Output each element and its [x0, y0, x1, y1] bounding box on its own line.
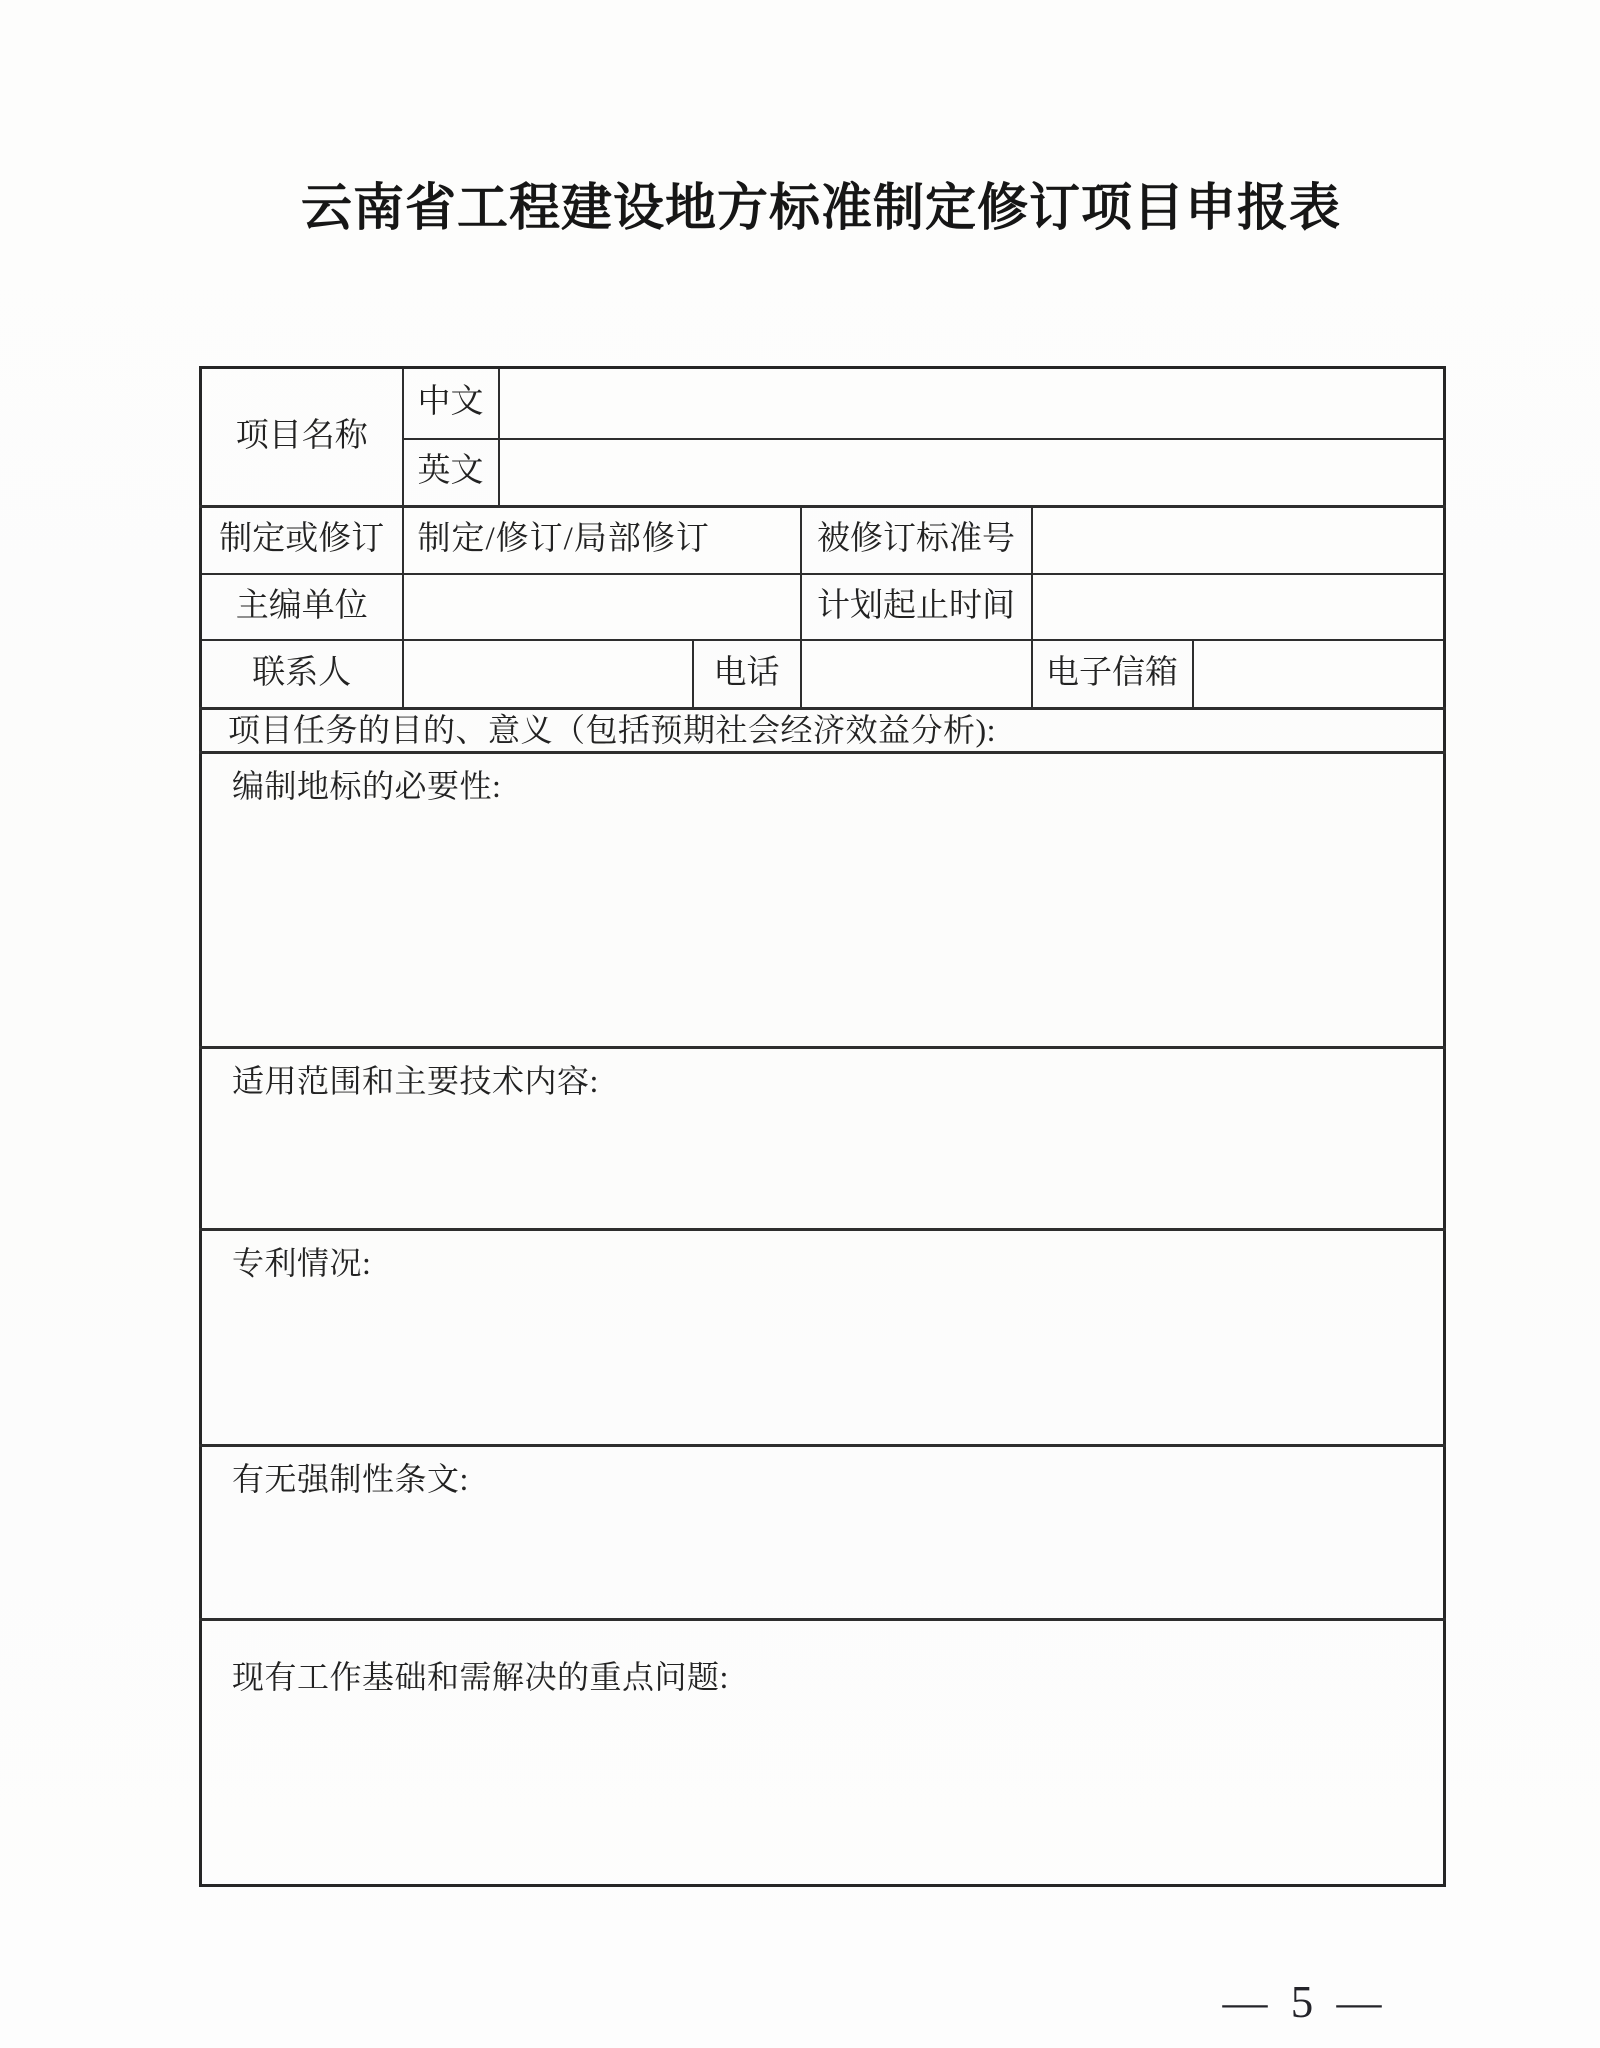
field-contact-person — [403, 640, 693, 709]
row-formulate-or-revise — [201, 507, 1445, 574]
row-patent-section — [201, 1229, 1445, 1445]
label-chinese: 中文 — [403, 368, 499, 439]
label-english: 英文 — [403, 439, 499, 507]
field-phone — [801, 640, 1032, 709]
section-work-basis-and-key-problems: 现有工作基础和需解决的重点问题: — [201, 1619, 1445, 1885]
row-necessity-section — [201, 752, 1445, 1047]
label-contact-person: 联系人 — [201, 640, 403, 709]
label-planned-schedule: 计划起止时间 — [801, 574, 1032, 640]
section-necessity: 编制地标的必要性: — [201, 752, 1445, 1047]
field-project-name-chinese — [499, 368, 1445, 439]
section-mandatory-clauses: 有无强制性条文: — [201, 1445, 1445, 1619]
label-project-name: 项目名称 — [201, 368, 403, 507]
field-project-name-english — [499, 439, 1445, 507]
label-chief-unit: 主编单位 — [201, 574, 403, 640]
section-patent-status: 专利情况: — [201, 1229, 1445, 1445]
row-scope-section — [201, 1047, 1445, 1229]
row-chief-unit — [201, 574, 1445, 640]
field-revised-standard-number — [1032, 507, 1445, 574]
form-title: 云南省工程建设地方标准制定修订项目申报表 — [300, 181, 1341, 237]
field-formulate-or-revise: 制定/修订/局部修订 — [403, 507, 801, 574]
field-chief-unit — [403, 574, 801, 640]
row-purpose-header — [201, 709, 1445, 753]
row-project-name-cn — [201, 368, 1445, 439]
field-email — [1193, 640, 1445, 709]
section-scope-and-content: 适用范围和主要技术内容: — [201, 1047, 1445, 1229]
purpose-header-label: 项目任务的目的、意义（包括预期社会经济效益分析): — [201, 709, 1445, 753]
row-work-basis-section — [201, 1619, 1445, 1885]
application-form-table — [199, 366, 1446, 1887]
field-planned-schedule — [1032, 574, 1445, 640]
label-formulate-or-revise: 制定或修订 — [201, 507, 403, 574]
page-number: — 5 — — [1222, 1977, 1388, 2027]
row-contact — [201, 640, 1445, 709]
label-email: 电子信箱 — [1032, 640, 1193, 709]
label-phone: 电话 — [693, 640, 801, 709]
label-revised-standard-number: 被修订标准号 — [801, 507, 1032, 574]
row-mandatory-clauses-section — [201, 1445, 1445, 1619]
